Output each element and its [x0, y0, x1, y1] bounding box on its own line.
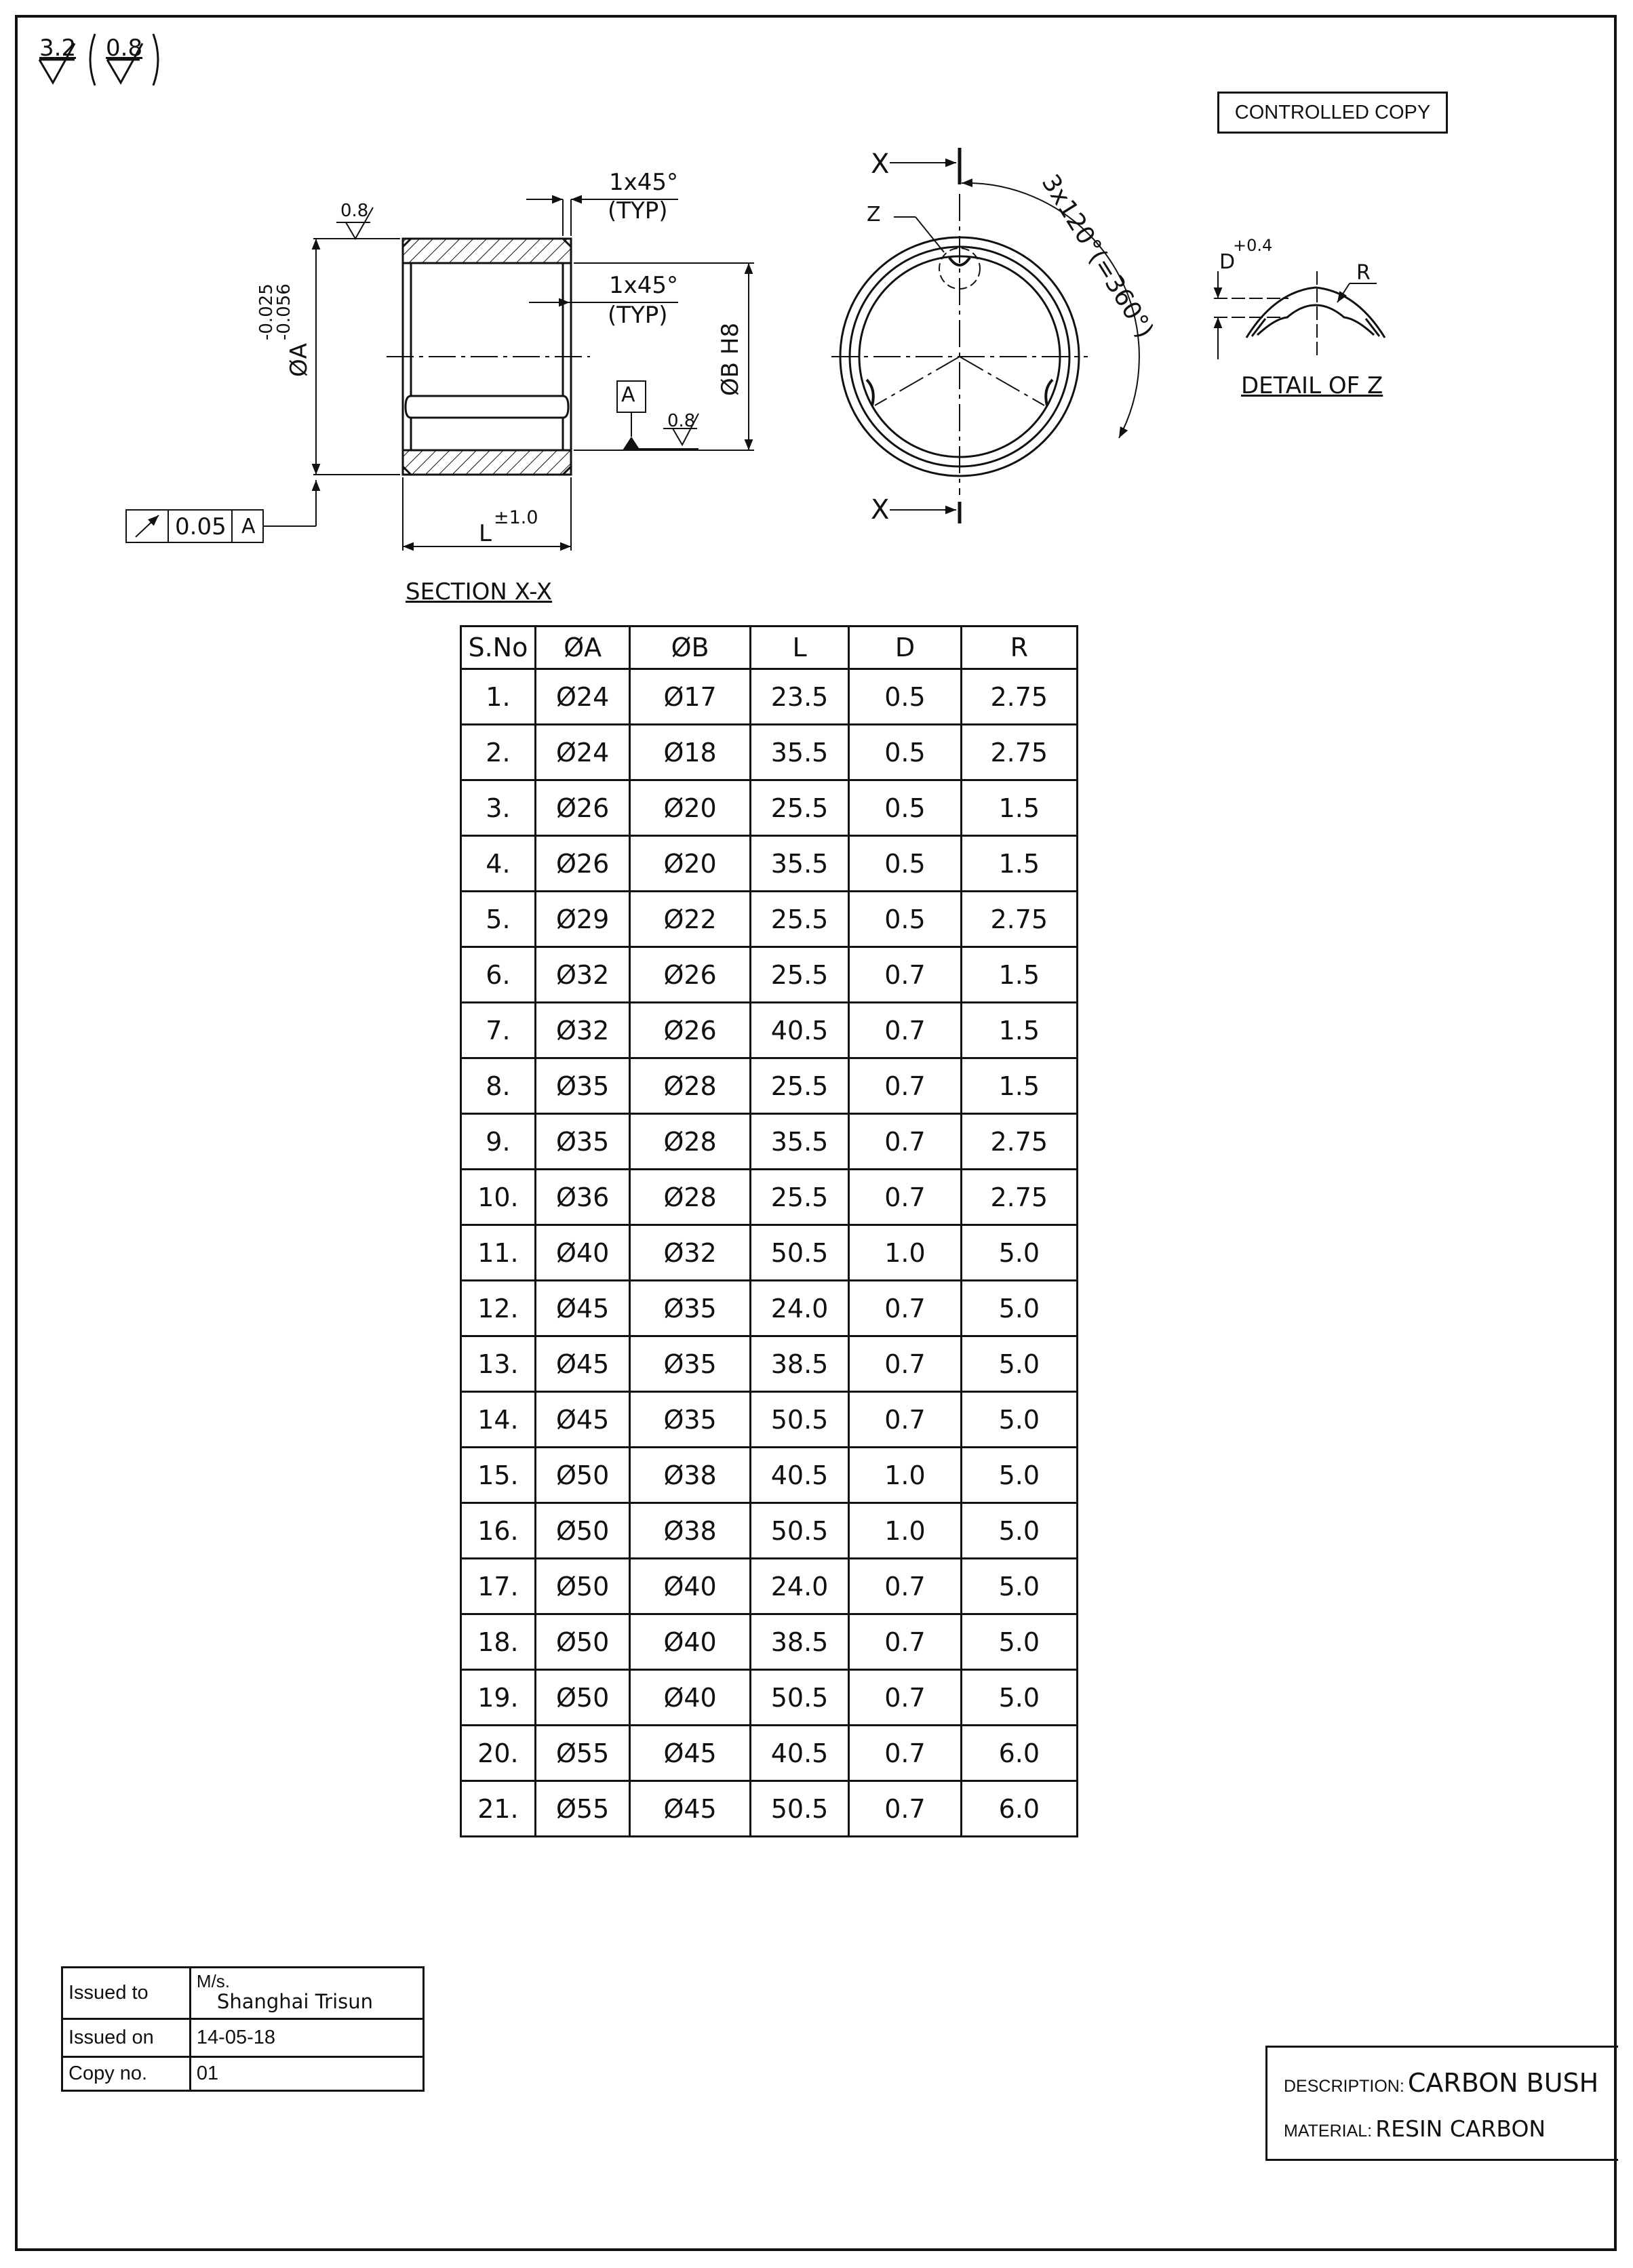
cell-length: 50.5 [750, 1503, 849, 1559]
cell-dia-b: Ø38 [630, 1503, 750, 1559]
cell-dia-a: Ø24 [535, 669, 630, 725]
cell-length: 40.5 [750, 1003, 849, 1058]
cell-r: 5.0 [961, 1448, 1077, 1503]
cell-d: 0.7 [849, 1614, 961, 1670]
cell-dia-a: Ø45 [535, 1336, 630, 1392]
header-dia-b: ØB [630, 626, 750, 669]
cell-d: 0.7 [849, 1281, 961, 1336]
cell-dia-a: Ø35 [535, 1114, 630, 1170]
cell-dia-a: Ø26 [535, 780, 630, 836]
section-title: SECTION X-X [406, 578, 553, 605]
cell-r: 1.5 [961, 780, 1077, 836]
table-row [461, 836, 1078, 892]
cut-label-top: X [871, 148, 890, 180]
length-tolerance: ±1.0 [494, 507, 538, 528]
cell-dia-b: Ø20 [630, 780, 750, 836]
cell-dia-b: Ø20 [630, 836, 750, 892]
cell-length: 40.5 [750, 1448, 849, 1503]
cell-sno: 4. [461, 836, 536, 892]
copy-no-value: 01 [190, 2057, 423, 2091]
table-row [461, 1281, 1078, 1336]
issued-to-row [62, 1968, 424, 2019]
cell-r: 5.0 [961, 1336, 1077, 1392]
cell-sno: 9. [461, 1114, 536, 1170]
cell-r: 5.0 [961, 1559, 1077, 1614]
cell-r: 6.0 [961, 1726, 1077, 1781]
cell-length: 38.5 [750, 1336, 849, 1392]
cell-dia-b: Ø28 [630, 1170, 750, 1225]
copy-no-row [62, 2057, 424, 2091]
cell-dia-a: Ø40 [535, 1225, 630, 1281]
cell-r: 5.0 [961, 1670, 1077, 1726]
cell-dia-a: Ø26 [535, 836, 630, 892]
cell-sno: 3. [461, 780, 536, 836]
cell-length: 50.5 [750, 1670, 849, 1726]
cell-dia-b: Ø28 [630, 1114, 750, 1170]
cell-dia-a: Ø29 [535, 892, 630, 947]
cell-dia-a: Ø55 [535, 1726, 630, 1781]
cell-sno: 20. [461, 1726, 536, 1781]
issued-to-cell [190, 1968, 423, 2019]
inner-chamfer-note: 1x45° [609, 272, 679, 299]
cell-d: 0.7 [849, 1058, 961, 1114]
description-value: CARBON BUSH [1407, 2068, 1599, 2098]
table-row [461, 780, 1078, 836]
cell-r: 1.5 [961, 836, 1077, 892]
cell-length: 35.5 [750, 1114, 849, 1170]
outer-chamfer-typ: (TYP) [608, 197, 668, 224]
dia-a-lower-tolerance: -0.056 [274, 283, 294, 340]
header-dia-a: ØA [535, 626, 630, 669]
issued-to-value: Shanghai Trisun [216, 1990, 373, 2014]
cell-r: 5.0 [961, 1225, 1077, 1281]
cell-r: 5.0 [961, 1281, 1077, 1336]
cell-r: 2.75 [961, 1114, 1077, 1170]
cell-d: 0.5 [849, 892, 961, 947]
cell-d: 0.7 [849, 1114, 961, 1170]
cell-dia-b: Ø45 [630, 1726, 750, 1781]
cell-d: 0.5 [849, 669, 961, 725]
cell-dia-b: Ø40 [630, 1614, 750, 1670]
cell-d: 0.5 [849, 725, 961, 780]
outer-chamfer-note: 1x45° [609, 169, 679, 196]
material-label: MATERIAL: [1284, 2122, 1373, 2141]
copy-no-label: Copy no. [62, 2057, 191, 2091]
header-r: R [961, 626, 1077, 669]
cell-dia-a: Ø50 [535, 1559, 630, 1614]
cell-length: 24.0 [750, 1281, 849, 1336]
table-row [461, 1670, 1078, 1726]
dia-b-label: ØB H8 [717, 322, 744, 396]
cell-d: 0.7 [849, 1670, 961, 1726]
cell-dia-b: Ø40 [630, 1559, 750, 1614]
issued-on-label: Issued on [62, 2019, 191, 2057]
cell-length: 25.5 [750, 1170, 849, 1225]
detail-ref-label: Z [867, 203, 881, 226]
datum-label: A [621, 383, 635, 407]
cell-length: 25.5 [750, 1058, 849, 1114]
table-row [461, 1058, 1078, 1114]
cell-length: 25.5 [750, 780, 849, 836]
cell-dia-b: Ø35 [630, 1281, 750, 1336]
runout-value: 0.05 [175, 513, 227, 540]
cell-dia-b: Ø26 [630, 947, 750, 1003]
cell-r: 2.75 [961, 725, 1077, 780]
cell-length: 40.5 [750, 1726, 849, 1781]
table-row [461, 1559, 1078, 1614]
cell-d: 1.0 [849, 1448, 961, 1503]
bore-finish-value: 0.8 [667, 411, 696, 431]
other-finish-value: 0.8 [106, 35, 143, 62]
dia-a-upper-tolerance: -0.025 [256, 283, 277, 340]
cell-d: 0.5 [849, 780, 961, 836]
table-row [461, 947, 1078, 1003]
cell-d: 0.7 [849, 1170, 961, 1225]
controlled-copy-stamp: CONTROLLED COPY [1217, 92, 1448, 134]
cell-r: 2.75 [961, 892, 1077, 947]
table-row [461, 1448, 1078, 1503]
cell-r: 1.5 [961, 1003, 1077, 1058]
cell-dia-b: Ø32 [630, 1225, 750, 1281]
cell-r: 6.0 [961, 1781, 1077, 1837]
header-sno: S.No [461, 626, 536, 669]
cell-dia-a: Ø50 [535, 1614, 630, 1670]
table-row [461, 1614, 1078, 1670]
cell-length: 50.5 [750, 1225, 849, 1281]
detail-title: DETAIL OF Z [1241, 372, 1383, 399]
cell-sno: 11. [461, 1225, 536, 1281]
cell-dia-b: Ø38 [630, 1448, 750, 1503]
header-length: L [750, 626, 849, 669]
cell-d: 1.0 [849, 1225, 961, 1281]
cell-length: 24.0 [750, 1559, 849, 1614]
table-row [461, 1114, 1078, 1170]
cell-length: 35.5 [750, 725, 849, 780]
table-row [461, 669, 1078, 725]
cell-sno: 7. [461, 1003, 536, 1058]
cut-label-bottom: X [871, 494, 890, 525]
cell-sno: 10. [461, 1170, 536, 1225]
cell-d: 0.7 [849, 1781, 961, 1837]
table-row [461, 1225, 1078, 1281]
cell-d: 0.7 [849, 1726, 961, 1781]
cell-sno: 17. [461, 1559, 536, 1614]
cell-dia-a: Ø32 [535, 1003, 630, 1058]
detail-r-label: R [1356, 261, 1371, 285]
detail-d-label: D [1219, 250, 1236, 274]
cell-sno: 5. [461, 892, 536, 947]
cell-d: 0.7 [849, 1559, 961, 1614]
table-row [461, 1726, 1078, 1781]
cell-dia-b: Ø17 [630, 669, 750, 725]
length-label: L [479, 520, 492, 547]
cell-r: 2.75 [961, 669, 1077, 725]
table-row [461, 1003, 1078, 1058]
cell-sno: 18. [461, 1614, 536, 1670]
inner-chamfer-typ: (TYP) [608, 302, 668, 329]
cell-dia-b: Ø26 [630, 1003, 750, 1058]
cell-r: 5.0 [961, 1503, 1077, 1559]
cell-dia-a: Ø45 [535, 1392, 630, 1448]
header-d: D [849, 626, 961, 669]
cell-length: 23.5 [750, 669, 849, 725]
end-view-drawing [0, 0, 1633, 542]
table-body [461, 669, 1078, 1837]
cell-length: 25.5 [750, 892, 849, 947]
cell-sno: 19. [461, 1670, 536, 1726]
cell-length: 38.5 [750, 1614, 849, 1670]
cell-r: 5.0 [961, 1614, 1077, 1670]
cell-sno: 2. [461, 725, 536, 780]
material-value: RESIN CARBON [1375, 2115, 1546, 2142]
table-row [461, 1781, 1078, 1837]
description-label: DESCRIPTION: [1284, 2077, 1404, 2096]
cell-d: 1.0 [849, 1503, 961, 1559]
cell-sno: 6. [461, 947, 536, 1003]
table-row [461, 1170, 1078, 1225]
issued-to-label: Issued to [62, 1968, 191, 2019]
cell-dia-a: Ø32 [535, 947, 630, 1003]
cell-d: 0.7 [849, 1392, 961, 1448]
cell-sno: 8. [461, 1058, 536, 1114]
cell-sno: 1. [461, 669, 536, 725]
size-table [460, 625, 1078, 1837]
cell-r: 5.0 [961, 1392, 1077, 1448]
cell-dia-a: Ø24 [535, 725, 630, 780]
cell-sno: 13. [461, 1336, 536, 1392]
cell-dia-b: Ø35 [630, 1392, 750, 1448]
runout-datum: A [241, 515, 256, 538]
cell-dia-b: Ø40 [630, 1670, 750, 1726]
issued-on-row [62, 2019, 424, 2057]
cell-d: 0.7 [849, 1336, 961, 1392]
cell-r: 2.75 [961, 1170, 1077, 1225]
issued-on-value: 14-05-18 [190, 2019, 423, 2057]
cell-length: 50.5 [750, 1392, 849, 1448]
cell-sno: 15. [461, 1448, 536, 1503]
cell-dia-a: Ø50 [535, 1448, 630, 1503]
cell-d: 0.7 [849, 1003, 961, 1058]
cell-dia-a: Ø50 [535, 1670, 630, 1726]
cell-length: 50.5 [750, 1781, 849, 1837]
cell-length: 35.5 [750, 836, 849, 892]
title-block [1265, 2046, 1618, 2161]
cell-dia-b: Ø22 [630, 892, 750, 947]
cell-d: 0.7 [849, 947, 961, 1003]
detail-d-tolerance: +0.4 [1233, 236, 1273, 255]
cell-dia-b: Ø28 [630, 1058, 750, 1114]
table-header-row [461, 626, 1078, 669]
table-row [461, 1336, 1078, 1392]
ms-prefix: M/s. [196, 1971, 231, 1992]
cell-length: 25.5 [750, 947, 849, 1003]
cell-dia-b: Ø35 [630, 1336, 750, 1392]
cell-r: 1.5 [961, 1058, 1077, 1114]
table-row [461, 892, 1078, 947]
cell-sno: 14. [461, 1392, 536, 1448]
issue-table [61, 1966, 425, 2092]
angle-note: 3x120°(=360°) [1036, 170, 1159, 344]
top-finish-value: 0.8 [340, 201, 369, 221]
general-finish-value: 3.2 [39, 35, 77, 62]
cell-dia-a: Ø36 [535, 1170, 630, 1225]
cell-dia-a: Ø50 [535, 1503, 630, 1559]
cell-dia-a: Ø35 [535, 1058, 630, 1114]
cell-dia-a: Ø45 [535, 1281, 630, 1336]
cell-sno: 12. [461, 1281, 536, 1336]
cell-dia-a: Ø55 [535, 1781, 630, 1837]
cell-dia-b: Ø18 [630, 725, 750, 780]
cell-sno: 21. [461, 1781, 536, 1837]
cell-d: 0.5 [849, 836, 961, 892]
cell-sno: 16. [461, 1503, 536, 1559]
table-row [461, 1503, 1078, 1559]
dia-a-label: ØA [286, 342, 313, 377]
cell-dia-b: Ø45 [630, 1781, 750, 1837]
table-row [461, 1392, 1078, 1448]
table-row [461, 725, 1078, 780]
cell-r: 1.5 [961, 947, 1077, 1003]
